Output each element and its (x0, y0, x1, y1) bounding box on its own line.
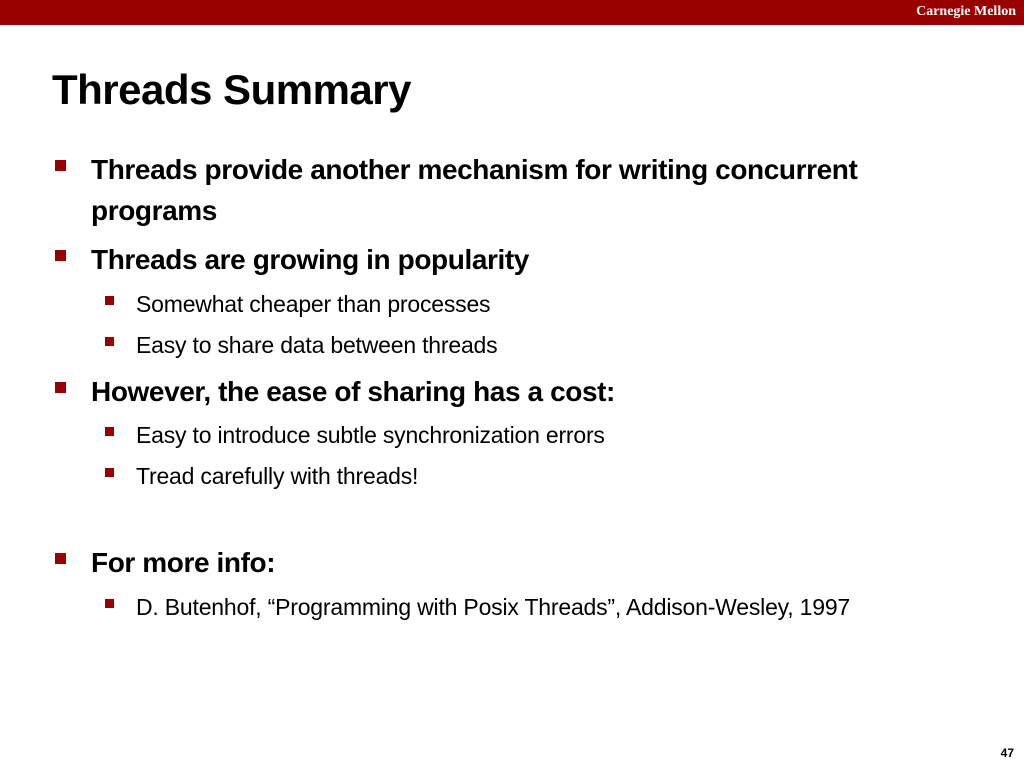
sub-bullet-text: Easy to introduce subtle synchronization errors (136, 422, 605, 448)
bullet-text: However, the ease of sharing has a cost: (91, 376, 615, 407)
bullet-text: For more info: (91, 547, 276, 578)
sub-bullet-text: Tread carefully with threads! (136, 463, 419, 489)
square-sub-bullet-icon (105, 337, 114, 346)
square-sub-bullet-icon (105, 296, 114, 305)
square-sub-bullet-icon (105, 599, 114, 608)
square-bullet-icon (55, 382, 66, 393)
brand-label: Carnegie Mellon (916, 4, 1016, 19)
square-sub-bullet-icon (105, 427, 114, 436)
square-bullet-icon (55, 160, 66, 171)
bullet-text: Threads are growing in popularity (91, 244, 529, 275)
bullet-text: Threads provide another mechanism for writing concurrent programs (91, 154, 858, 226)
sub-bullet-text: Easy to share data between threads (136, 332, 498, 358)
page-number: 47 (1000, 746, 1014, 760)
square-bullet-icon (55, 250, 66, 261)
sub-bullet-text: D. Butenhof, “Programming with Posix Threads”, Addison-Wesley, 1997 (136, 594, 850, 620)
square-sub-bullet-icon (105, 468, 114, 477)
square-bullet-icon (55, 553, 66, 564)
slide-title: Threads Summary (52, 66, 411, 113)
header-bar (0, 0, 1024, 25)
sub-bullet-text: Somewhat cheaper than processes (136, 291, 491, 317)
